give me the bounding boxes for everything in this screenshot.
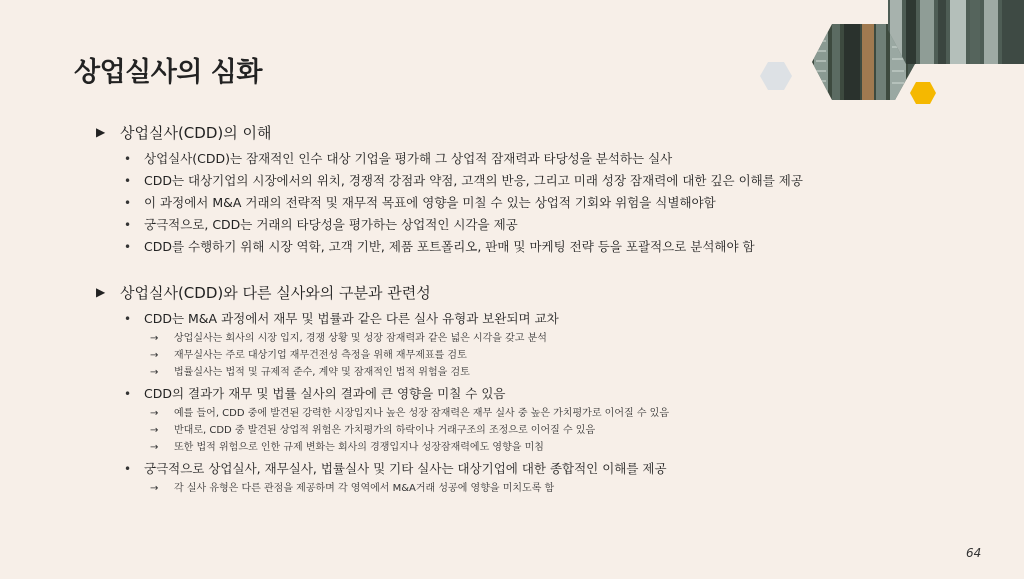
section-cdd-understanding [96,120,996,258]
triangle-bullet-icon: ▶ [96,285,106,299]
bullet-dot-icon: • [124,218,132,232]
sub-bullet-text: 또한 법적 위험으로 인한 규제 변화는 회사의 경쟁입지나 성장잠재력에도 영향을 미침 [174,442,544,453]
arrow-icon: → [150,367,159,378]
bullet-item [96,308,996,330]
sub-bullet-list [96,405,996,456]
bullet-dot-icon: • [124,196,132,210]
bullet-item [96,192,996,214]
sub-bullet-item [96,405,996,422]
bullet-dot-icon: • [124,174,132,188]
sub-bullet-text: 재무실사는 주로 대상기업 재무건전성 측정을 위해 재무제표를 검토 [174,350,467,361]
sub-bullet-text: 법률실사는 법적 및 규제적 준수, 계약 및 잠재적인 법적 위험을 검토 [174,367,470,378]
bullet-item [96,148,996,170]
section-heading [96,280,996,304]
bullet-dot-icon: • [124,240,132,254]
bullet-dot-icon: • [124,152,132,166]
sub-bullet-item [96,480,996,497]
bullet-item [96,214,996,236]
sub-list-wrapper [96,405,996,456]
sub-bullet-list [96,330,996,381]
bullet-item [96,170,996,192]
slide-content [96,120,996,499]
bullet-text: CDD의 결과가 재무 및 법률 실사의 결과에 큰 영향을 미칠 수 있음 [144,386,506,401]
yellow-hexagon [910,82,936,104]
sub-bullet-item [96,422,996,439]
bullet-list [96,148,996,258]
section-heading-text: 상업실사(CDD)의 이해 [120,123,272,142]
sub-bullet-text: 상업실사는 회사의 시장 입지, 경쟁 상황 및 성장 잠재력과 같은 넓은 시각을 갖고 분석 [174,333,547,344]
arrow-icon: → [150,350,159,361]
sub-bullet-list [96,480,996,497]
arrow-icon: → [150,333,159,344]
sub-bullet-text: 예를 들어, CDD 중에 발견된 강력한 시장입지나 높은 성장 잠재력은 재무 실사 중 높은 가치평가로 이어질 수 있음 [174,408,669,419]
bullet-text: 상업실사(CDD)는 잠재적인 인수 대상 기업을 평가해 그 상업적 잠재력과 타당성을 분석하는 실사 [144,151,673,166]
slide-title: 상업실사의 심화 [74,57,262,88]
sub-bullet-item [96,439,996,456]
bullet-text: 궁극적으로 상업실사, 재무실사, 법률실사 및 기타 실사는 대상기업에 대한 종합적인 이해를 제공 [144,461,667,476]
triangle-bullet-icon: ▶ [96,125,106,139]
section-heading [96,120,996,144]
sub-bullet-item [96,347,996,364]
sub-bullet-item [96,330,996,347]
bullet-dot-icon: • [124,462,132,476]
bullet-text: CDD는 M&A 과정에서 재무 및 법률과 같은 다른 실사 유형과 보완되며 교차 [144,311,559,326]
sub-list-wrapper [96,480,996,497]
arrow-icon: → [150,483,159,494]
bullet-dot-icon: • [124,312,132,326]
bullet-text: 이 과정에서 M&A 거래의 전략적 및 재무적 목표에 영향을 미칠 수 있는 상업적 기회와 위험을 식별해야함 [144,195,716,210]
decorative-hexagon-images [750,0,1024,130]
arrow-icon: → [150,425,159,436]
bullet-item [96,236,996,258]
bullet-item [96,383,996,405]
bullet-text: 궁극적으로, CDD는 거래의 타당성을 평가하는 상업적인 시각을 제공 [144,217,518,232]
gray-hexagon [760,62,792,90]
bullet-text: CDD는 대상기업의 시장에서의 위치, 경쟁적 강점과 약점, 고객의 반응, 그리고 미래 성장 잠재력에 대한 깊은 이해를 제공 [144,173,803,188]
section-heading-text: 상업실사(CDD)와 다른 실사와의 구분과 관련성 [120,283,431,302]
arrow-icon: → [150,442,159,453]
bullet-dot-icon: • [124,387,132,401]
sub-bullet-text: 반대로, CDD 중 발견된 상업적 위험은 가치평가의 하락이나 거래구조의 조정으로 이어질 수 있음 [174,425,596,436]
section-cdd-relations [96,280,996,497]
bullet-text: CDD를 수행하기 위해 시장 역학, 고객 기반, 제품 포트폴리오, 판매 및 마케팅 전략 등을 포괄적으로 분석해야 함 [144,239,755,254]
arrow-icon: → [150,408,159,419]
sub-bullet-text: 각 실사 유형은 다른 관점을 제공하며 각 영역에서 M&A거래 성공에 영향을 미치도록 함 [174,483,555,494]
bullet-list [96,308,996,497]
building-photo-top-right [886,0,1024,66]
page-number: 64 [966,546,982,560]
sub-bullet-item [96,364,996,381]
sub-list-wrapper [96,330,996,381]
bullet-item [96,458,996,480]
